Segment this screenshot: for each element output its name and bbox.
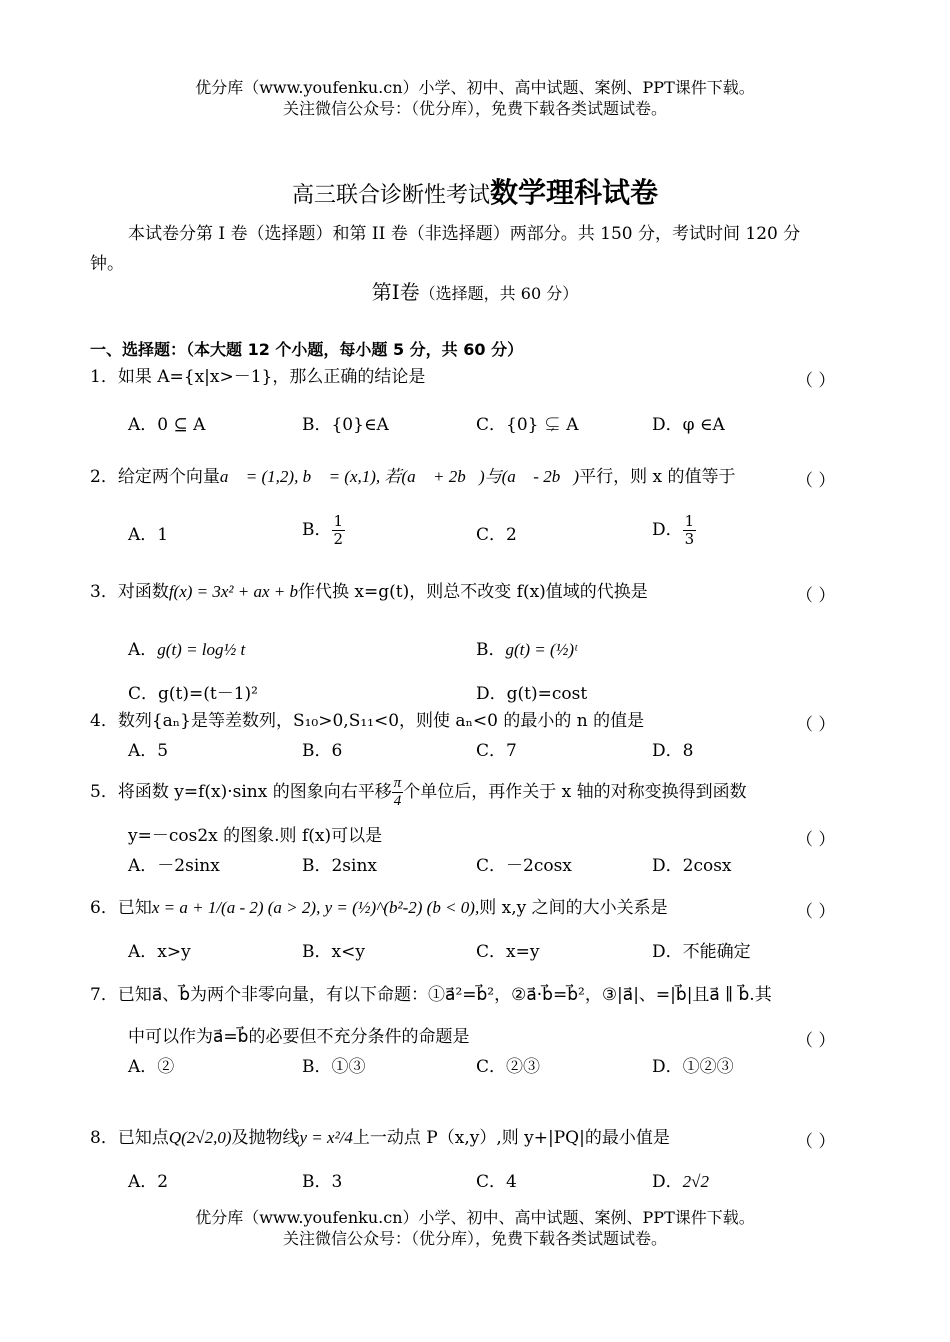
q5-option-c: C．－2cosx bbox=[476, 856, 572, 876]
q2-option-d: D． $\frac{1}{3}$ bbox=[652, 512, 695, 548]
q3-option-c: C．g(t)=(t－1)² bbox=[128, 684, 258, 704]
answer-paren-1: （ ） bbox=[796, 371, 836, 391]
question-5: 5．将函数 y=f(x)·sinx 的图象向右平移 $\frac{\pi}{4}$ 个单位后，再作关于 x 轴的对称变换得到函数 bbox=[90, 775, 747, 809]
question-8: 8．已知点Q(2√2,0)及抛物线y = x²/4上一动点 P（x,y）,则 y+|PQ|的最小值是 bbox=[90, 1128, 670, 1148]
q5-option-a: A．－2sinx bbox=[128, 856, 220, 876]
q5-option-b: B．2sinx bbox=[302, 856, 378, 876]
q6-option-a: A．x>y bbox=[128, 942, 191, 962]
part-label: 第Ⅰ卷 bbox=[371, 280, 420, 304]
answer-paren-6: （ ） bbox=[796, 902, 836, 922]
q3-option-b: B．g(t) = (½)ᵗ bbox=[476, 640, 577, 660]
q3-option-a: A．g(t) = log½ t bbox=[128, 640, 246, 660]
question-7: 7．已知a⃗、b⃗为两个非零向量，有以下命题：①a⃗²=b⃗²，②a⃗·b⃗=b⃗²，③|a⃗|、=|b⃗|且a⃗ ∥ b⃗.其 bbox=[90, 985, 772, 1005]
q5-option-d: D．2cosx bbox=[652, 856, 732, 876]
answer-paren-4: （ ） bbox=[796, 715, 836, 735]
q1-option-b: B．{0}∈A bbox=[302, 415, 389, 435]
q4-option-a: A．5 bbox=[128, 741, 169, 761]
q2-option-b: B． $\frac{1}{2}$ bbox=[302, 512, 344, 548]
q7-option-b: B．①③ bbox=[302, 1057, 366, 1077]
q1-option-d: D．φ ∈A bbox=[652, 415, 725, 435]
q6-option-d: D．不能确定 bbox=[652, 942, 751, 962]
title-main: 数学理科试卷 bbox=[490, 176, 659, 209]
q2-option-c: C．2 bbox=[476, 525, 517, 545]
q4-option-d: D．8 bbox=[652, 741, 694, 761]
q4-option-b: B．6 bbox=[302, 741, 343, 761]
q7-option-d: D．①②③ bbox=[652, 1057, 734, 1077]
footer-line-1: 优分库（www.youfenku.cn）小学、初中、高中试题、案例、PPT课件下载。 bbox=[195, 1208, 755, 1227]
title-prefix: 高三联合诊断性考试 bbox=[291, 183, 490, 208]
q3-option-d: D．g(t)=cost bbox=[476, 684, 588, 704]
q7-option-a: A．② bbox=[128, 1057, 175, 1077]
part-note: （选择题，共 60 分） bbox=[419, 284, 579, 303]
q8-option-a: A．2 bbox=[128, 1172, 169, 1192]
header-line-2: 关注微信公众号：（优分库），免费下载各类试题试卷。 bbox=[282, 99, 667, 118]
question-4: 4．数列{aₙ}是等差数列，S₁₀>0,S₁₁<0，则使 aₙ<0 的最小的 n 的值是 bbox=[90, 711, 645, 731]
q8-option-b: B．3 bbox=[302, 1172, 343, 1192]
intro-line-2: 钟。 bbox=[90, 254, 124, 274]
question-5-cont: y=－cos2x 的图象.则 f(x)可以是 bbox=[128, 826, 383, 846]
question-6: 6．已知x = a + 1/(a - 2) (a > 2), y = (½)^(b²-2) (b < 0),则 x,y 之间的大小关系是 bbox=[90, 898, 668, 918]
q8-option-d: D．2√2 bbox=[652, 1172, 709, 1192]
q1-option-c: C．{0} ⊊ A bbox=[476, 415, 579, 435]
q7-option-c: C．②③ bbox=[476, 1057, 541, 1077]
answer-paren-7: （ ） bbox=[796, 1031, 836, 1051]
answer-paren-5: （ ） bbox=[796, 830, 836, 850]
q2-option-a: A．1 bbox=[128, 525, 169, 545]
q8-option-c: C．4 bbox=[476, 1172, 517, 1192]
header-line-1: 优分库（www.youfenku.cn）小学、初中、高中试题、案例、PPT课件下载。 bbox=[195, 78, 755, 97]
question-7-cont: 中可以作为a⃗=b⃗的必要但不充分条件的命题是 bbox=[128, 1027, 470, 1047]
question-3: 3．对函数f(x) = 3x² + ax + b作代换 x=g(t)，则总不改变 f(x)值域的代换是 bbox=[90, 582, 648, 602]
q6-option-c: C．x=y bbox=[476, 942, 540, 962]
question-2: 2．给定两个向量a⃗ = (1,2), b⃗ = (x,1), 若(a⃗ + 2b⃗)与(a⃗ - 2b⃗)平行，则 x 的值等于 bbox=[90, 467, 736, 487]
q4-option-c: C．7 bbox=[476, 741, 517, 761]
answer-paren-2: （ ） bbox=[796, 471, 836, 491]
q1-option-a: A．0 ⊆ A bbox=[128, 415, 206, 435]
part-heading bbox=[0, 279, 950, 307]
footer-line-2: 关注微信公众号：（优分库），免费下载各类试题试卷。 bbox=[282, 1229, 667, 1248]
q6-option-b: B．x<y bbox=[302, 942, 365, 962]
intro-line-1: 本试卷分第 I 卷（选择题）和第 II 卷（非选择题）两部分。共 150 分，考试时间 120 分 bbox=[128, 224, 801, 244]
section-title: 一、选择题：（本大题 12 个小题，每小题 5 分，共 60 分） bbox=[90, 340, 524, 359]
answer-paren-8: （ ） bbox=[796, 1132, 836, 1152]
page-title bbox=[0, 176, 950, 213]
question-1: 1．如果 A={x|x>－1}，那么正确的结论是 bbox=[90, 367, 426, 387]
answer-paren-3: （ ） bbox=[796, 586, 836, 606]
